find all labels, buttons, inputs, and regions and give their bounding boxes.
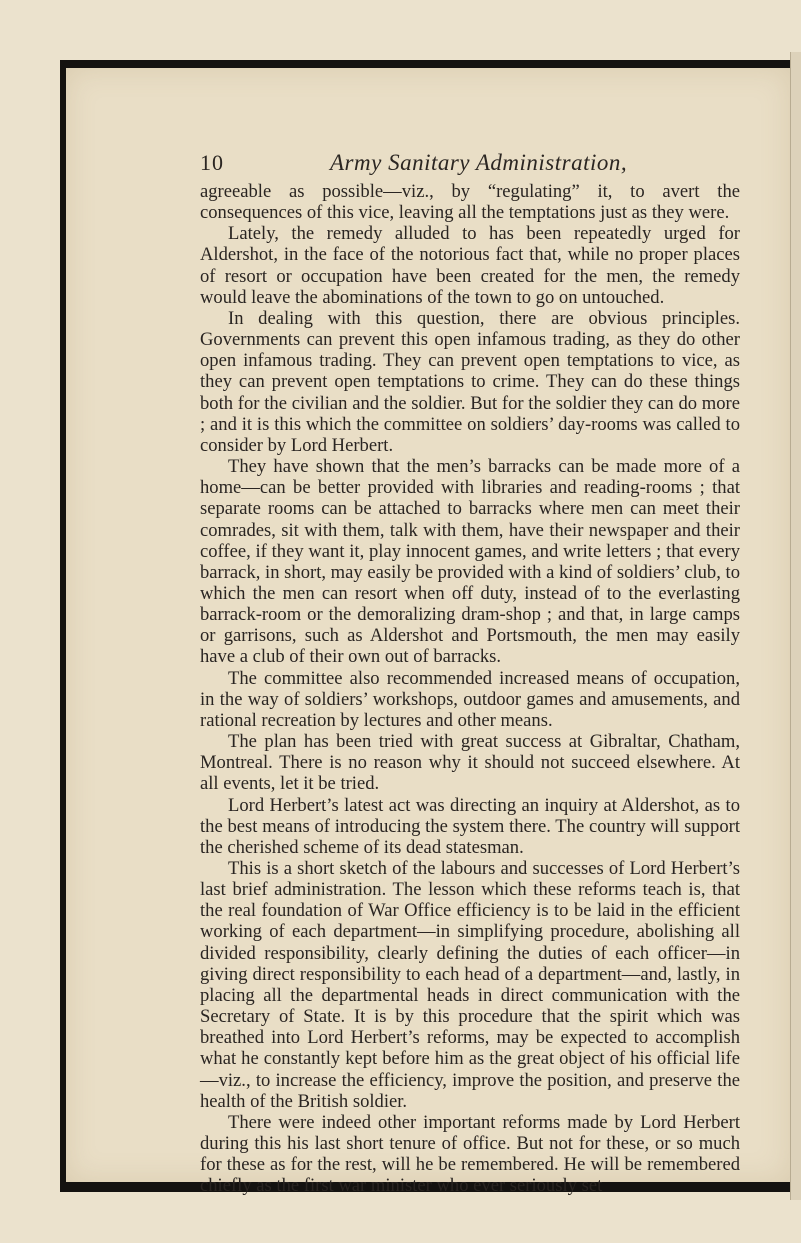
paragraph: Lately, the remedy alluded to has been repeatedly urged for Aldershot, in the face of the notorious fact that, while no proper places of resort or occupation have been created for the men, the remedy would leave the abominations of the town to go on untouched. bbox=[200, 223, 740, 308]
page-header bbox=[200, 150, 740, 176]
page-number: 10 bbox=[200, 150, 224, 175]
paragraph: agreeable as possible—viz., by “regulating” it, to avert the consequences of this vice, leaving all the temptations just as they were. bbox=[200, 181, 740, 224]
paragraph: The plan has been tried with great success at Gibraltar, Chatham, Montreal. There is no reason why it should not succeed elsewhere. At all events, let it be tried. bbox=[200, 731, 740, 795]
paragraph: This is a short sketch of the labours and successes of Lord Herbert’s last brief administration. The lesson which these reforms teach is, that the real foundation of War Office efficiency is to be laid in the efficient working of each department—in simplifying procedure, abolishing all divided responsibility, clearly defining the duties of each officer—in giving direct responsibility to each head of a department—and, lastly, in placing all the departmental heads in direct communication with the Secretary of State. It is by this procedure that the spirit which was breathed into Lord Herbert’s reforms, may be expected to accomplish what he constantly kept before him as the great object of his official life—viz., to increase the efficiency, improve the position, and preserve the health of the British soldier. bbox=[200, 858, 740, 1112]
paragraph: The committee also recommended increased means of occupation, in the way of soldiers’ workshops, outdoor games and amusements, and rational recreation by lectures and other means. bbox=[200, 667, 740, 731]
paragraph: In dealing with this question, there are obvious principles. Governments can prevent this open infamous trading, as they do other open infamous trading. They can prevent open temptations to vice, as they can prevent open temptations to crime. They can do these things both for the civilian and the soldier. But for the soldier they can do more ; and it is this which the committee on soldiers’ day-rooms was called to consider by Lord Herbert. bbox=[200, 307, 740, 456]
running-title: Army Sanitary Administration, bbox=[330, 150, 628, 175]
paragraph: Lord Herbert’s latest act was directing an inquiry at Aldershot, as to the best means of introducing the system there. The country will support the cherished scheme of its dead statesman. bbox=[200, 794, 740, 858]
page-edge bbox=[790, 52, 801, 1200]
paragraph: They have shown that the men’s barracks can be made more of a home—can be better provided with libraries and reading-rooms ; that separate rooms can be attached to barracks where men can meet their comrades, sit with them, talk with them, have their newspaper and their coffee, if they want it, play innocent games, and write letters ; that every barrack, in short, may easily be provided with a kind of soldiers’ club, to which the men can resort when off duty, instead of to the everlasting barrack-room or the demoralizing dram-shop ; and that, in large camps or garrisons, such as Aldershot and Portsmouth, the men may easily have a club of their own out of barracks. bbox=[200, 456, 740, 668]
paragraph: There were indeed other important reforms made by Lord Herbert during this his last short tenure of office. But not for these, or so much for these as for the rest, will he be remembered. He will be remembered chiefly as the first war minister who ever seriously set bbox=[200, 1111, 740, 1197]
body-text bbox=[200, 181, 740, 1197]
